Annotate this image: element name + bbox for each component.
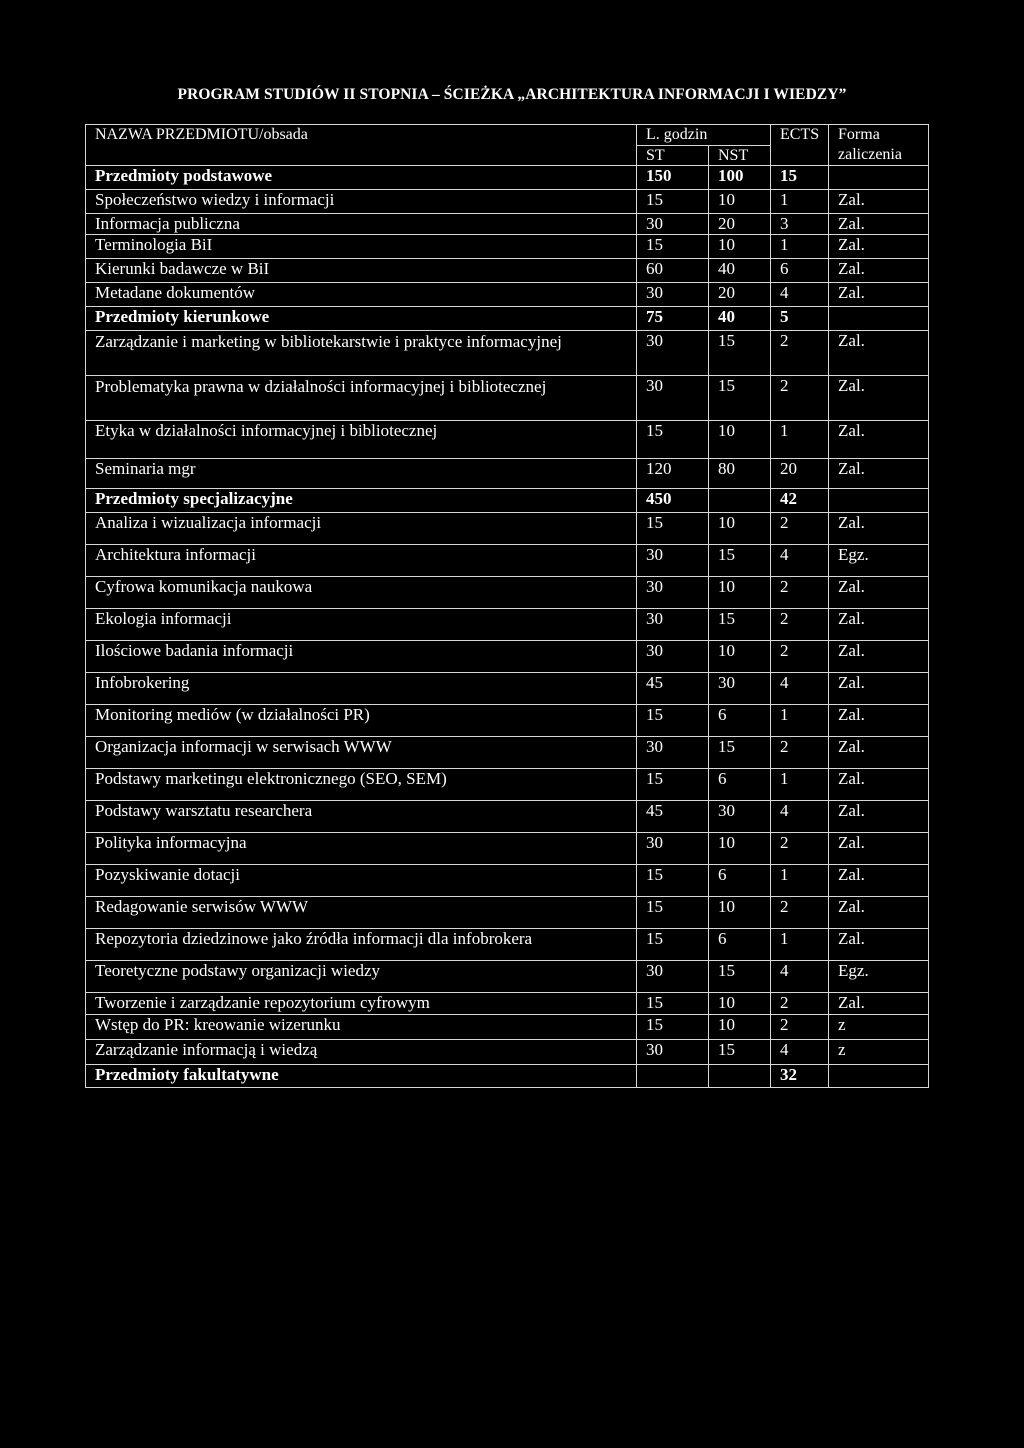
completion-form: z [829,1040,929,1065]
ects-points: 4 [771,801,829,833]
hours-st: 15 [637,1015,709,1040]
course-name: Ilościowe badania informacji [86,641,637,673]
ects-points: 4 [771,1040,829,1065]
completion-form: Egz. [829,545,929,577]
course-row [86,769,929,801]
hours-nst: 10 [709,190,771,214]
ects-points: 3 [771,214,829,235]
ects-points: 15 [771,166,829,190]
ects-points: 4 [771,961,829,993]
course-name: Problematyka prawna w działalności informacyjnej i bibliotecznej [86,376,637,421]
hours-nst: 15 [709,331,771,376]
course-row [86,641,929,673]
course-row [86,961,929,993]
hours-nst: 30 [709,673,771,705]
course-row [86,609,929,641]
hours-nst: 20 [709,214,771,235]
hours-st: 30 [637,214,709,235]
completion-form: Zal. [829,376,929,421]
hours-st: 15 [637,897,709,929]
completion-form: Zal. [829,641,929,673]
course-name: Organizacja informacji w serwisach WWW [86,737,637,769]
course-name: Pozyskiwanie dotacji [86,865,637,897]
course-row [86,801,929,833]
course-row [86,235,929,259]
header-hours: L. godzin [637,125,771,146]
document-title: PROGRAM STUDIÓW II STOPNIA – ŚCIEŻKA „ARCHITEKTURA INFORMACJI I WIEDZY” [177,86,847,103]
course-name: Polityka informacyjna [86,833,637,865]
completion-form: Zal. [829,801,929,833]
course-row [86,1015,929,1040]
course-name: Przedmioty fakultatywne [86,1065,637,1088]
course-row [86,376,929,421]
completion-form: Zal. [829,865,929,897]
course-name: Redagowanie serwisów WWW [86,897,637,929]
ects-points: 2 [771,641,829,673]
section-row [86,307,929,331]
course-name: Informacja publiczna [86,214,637,235]
hours-st: 45 [637,673,709,705]
ects-points: 4 [771,283,829,307]
ects-points: 1 [771,865,829,897]
course-row [86,1040,929,1065]
ects-points: 42 [771,489,829,513]
completion-form: Zal. [829,513,929,545]
ects-points: 1 [771,421,829,459]
hours-nst [709,1065,771,1088]
course-name: Przedmioty kierunkowe [86,307,637,331]
hours-nst: 15 [709,376,771,421]
course-row [86,421,929,459]
header-st: ST [637,145,709,166]
completion-form: Zal. [829,897,929,929]
hours-nst: 30 [709,801,771,833]
hours-st: 30 [637,609,709,641]
ects-points: 2 [771,609,829,641]
course-row [86,993,929,1015]
ects-points: 1 [771,929,829,961]
course-name: Zarządzanie i marketing w bibliotekarstwie i praktyce informacyjnej [86,331,637,376]
hours-nst: 15 [709,545,771,577]
hours-nst: 10 [709,1015,771,1040]
hours-nst: 6 [709,929,771,961]
header-nst: NST [709,145,771,166]
completion-form: Zal. [829,609,929,641]
section-row [86,1065,929,1088]
hours-st: 15 [637,993,709,1015]
hours-st: 15 [637,235,709,259]
completion-form [829,166,929,190]
hours-nst: 10 [709,421,771,459]
hours-nst: 15 [709,1040,771,1065]
course-name: Ekologia informacji [86,609,637,641]
ects-points: 2 [771,897,829,929]
hours-nst: 80 [709,459,771,489]
hours-st: 15 [637,705,709,737]
header-ects: ECTS [771,125,829,166]
course-name: Metadane dokumentów [86,283,637,307]
course-name: Monitoring mediów (w działalności PR) [86,705,637,737]
hours-st: 30 [637,331,709,376]
ects-points: 6 [771,259,829,283]
course-name: Tworzenie i zarządzanie repozytorium cyfrowym [86,993,637,1015]
hours-nst: 10 [709,833,771,865]
hours-nst: 6 [709,865,771,897]
ects-points: 2 [771,737,829,769]
hours-st: 150 [637,166,709,190]
course-name: Seminaria mgr [86,459,637,489]
ects-points: 5 [771,307,829,331]
completion-form: Zal. [829,459,929,489]
ects-points: 2 [771,833,829,865]
completion-form: Egz. [829,961,929,993]
course-name: Architektura informacji [86,545,637,577]
hours-st: 30 [637,833,709,865]
completion-form [829,489,929,513]
hours-st: 60 [637,259,709,283]
completion-form: Zal. [829,705,929,737]
ects-points: 1 [771,705,829,737]
course-row [86,929,929,961]
completion-form: Zal. [829,769,929,801]
header-subject-name: NAZWA PRZEDMIOTU/obsada [86,125,637,166]
section-row [86,489,929,513]
hours-st: 30 [637,577,709,609]
course-name: Repozytoria dziedzinowe jako źródła informacji dla infobrokera [86,929,637,961]
ects-points: 2 [771,1015,829,1040]
course-name: Przedmioty podstawowe [86,166,637,190]
course-name: Przedmioty specjalizacyjne [86,489,637,513]
course-name: Podstawy warsztatu researchera [86,801,637,833]
hours-nst: 100 [709,166,771,190]
course-name: Cyfrowa komunikacja naukowa [86,577,637,609]
course-name: Terminologia BiI [86,235,637,259]
course-name: Kierunki badawcze w BiI [86,259,637,283]
completion-form: Zal. [829,235,929,259]
completion-form: Zal. [829,833,929,865]
hours-st: 15 [637,929,709,961]
hours-st: 120 [637,459,709,489]
ects-points: 1 [771,769,829,801]
completion-form: Zal. [829,421,929,459]
hours-nst: 6 [709,769,771,801]
course-row [86,897,929,929]
ects-points: 2 [771,513,829,545]
course-row [86,833,929,865]
completion-form: Zal. [829,259,929,283]
ects-points: 1 [771,190,829,214]
completion-form: Zal. [829,214,929,235]
course-row [86,190,929,214]
section-row [86,166,929,190]
hours-nst: 15 [709,609,771,641]
hours-st: 45 [637,801,709,833]
course-name: Podstawy marketingu elektronicznego (SEO, SEM) [86,769,637,801]
ects-points: 1 [771,235,829,259]
course-row [86,545,929,577]
ects-points: 2 [771,993,829,1015]
ects-points: 2 [771,376,829,421]
course-name: Zarządzanie informacją i wiedzą [86,1040,637,1065]
hours-st: 30 [637,1040,709,1065]
header-row-1 [86,125,929,146]
hours-st: 15 [637,190,709,214]
course-name: Wstęp do PR: kreowanie wizerunku [86,1015,637,1040]
hours-nst: 10 [709,513,771,545]
hours-nst: 10 [709,993,771,1015]
course-name: Etyka w działalności informacyjnej i bibliotecznej [86,421,637,459]
course-name: Społeczeństwo wiedzy i informacji [86,190,637,214]
course-row [86,705,929,737]
hours-nst: 10 [709,577,771,609]
hours-st: 30 [637,376,709,421]
program-table [85,124,929,1088]
hours-st: 30 [637,641,709,673]
completion-form: Zal. [829,190,929,214]
course-row [86,214,929,235]
hours-st: 15 [637,865,709,897]
ects-points: 20 [771,459,829,489]
course-row [86,331,929,376]
hours-nst: 6 [709,705,771,737]
hours-nst: 10 [709,897,771,929]
course-row [86,865,929,897]
completion-form: Zal. [829,331,929,376]
completion-form: Zal. [829,673,929,705]
course-row [86,513,929,545]
course-row [86,737,929,769]
hours-nst: 20 [709,283,771,307]
hours-nst: 10 [709,235,771,259]
course-name: Analiza i wizualizacja informacji [86,513,637,545]
completion-form: Zal. [829,283,929,307]
header-form: Forma zaliczenia [829,125,929,166]
course-row [86,259,929,283]
hours-nst: 40 [709,307,771,331]
completion-form [829,1065,929,1088]
course-row [86,577,929,609]
course-name: Infobrokering [86,673,637,705]
hours-nst: 40 [709,259,771,283]
course-name: Teoretyczne podstawy organizacji wiedzy [86,961,637,993]
hours-st: 15 [637,421,709,459]
ects-points: 32 [771,1065,829,1088]
hours-st: 30 [637,737,709,769]
ects-points: 2 [771,331,829,376]
completion-form: Zal. [829,929,929,961]
course-row [86,459,929,489]
hours-st: 15 [637,769,709,801]
hours-st: 30 [637,961,709,993]
hours-st: 75 [637,307,709,331]
hours-nst [709,489,771,513]
ects-points: 4 [771,673,829,705]
completion-form: Zal. [829,737,929,769]
completion-form [829,307,929,331]
hours-st: 15 [637,513,709,545]
program-table-body [86,125,929,1088]
hours-st: 450 [637,489,709,513]
completion-form: z [829,1015,929,1040]
hours-nst: 10 [709,641,771,673]
course-row [86,673,929,705]
course-row [86,283,929,307]
hours-st: 30 [637,545,709,577]
ects-points: 2 [771,577,829,609]
ects-points: 4 [771,545,829,577]
hours-st [637,1065,709,1088]
completion-form: Zal. [829,993,929,1015]
hours-st: 30 [637,283,709,307]
hours-nst: 15 [709,737,771,769]
completion-form: Zal. [829,577,929,609]
hours-nst: 15 [709,961,771,993]
